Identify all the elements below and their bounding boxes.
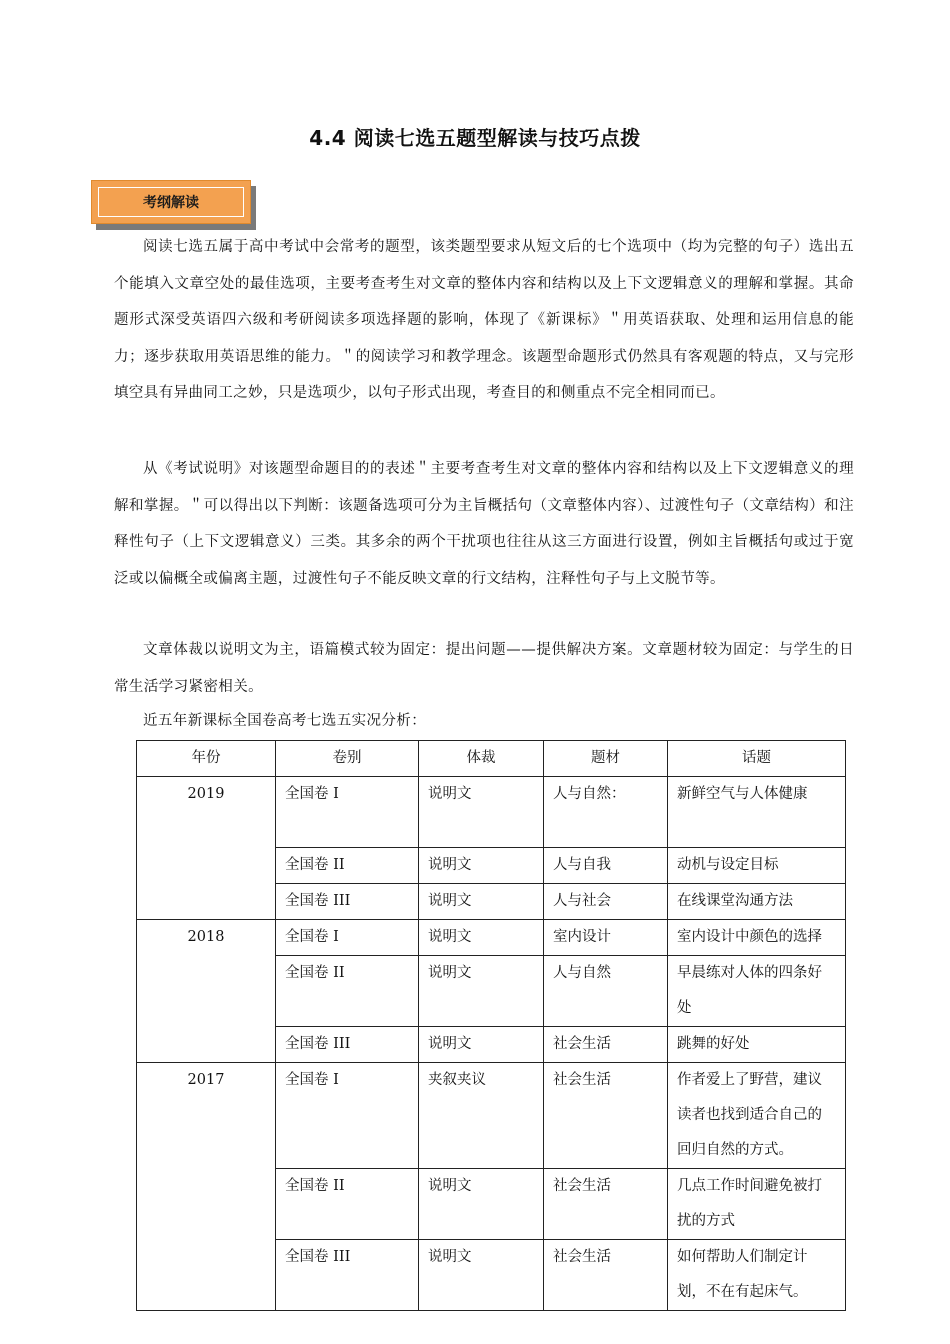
topic-cell: 室内设计中颜色的选择 [668,920,846,956]
paper-cell: 全国卷 I [276,920,419,956]
paragraph-exam-purpose: 从《考试说明》对该题型命题目的的表述＂主要考查考生对文章的整体内容和结构以及上下文逻辑意义的理解和掌握。＂可以得出以下判断：该题备选项可分为主旨概括句（文章整体内容）、过渡性句子（文章结构）和注释性句子（上下文逻辑意义）三类。其多余的两个干扰项也往往从这三方面进行设置，例如主旨概括句或过于宽泛或以偏概全或偏离主题，过渡性句子不能反映文章的行文结构，注释性句子与上文脱节等。 [114,461,854,587]
analysis-table [136,740,846,1311]
theme-cell: 社会生活 [544,1063,668,1169]
paragraph-intro: 阅读七选五属于高中考试中会常考的题型，该类题型要求从短文后的七个选项中（均为完整的句子）选出五个能填入文章空处的最佳选项，主要考查考生对文章的整体内容和结构以及上下文逻辑意义的理解和掌握。其命题形式深受英语四六级和考研阅读多项选择题的影响，体现了《新课标》＂用英语获取、处理和运用信息的能力；逐步获取用英语思维的能力。＂的阅读学习和教学理念。该题型命题形式仍然具有客观题的特点，又与完形填空具有异曲同工之妙，只是选项少，以句子形式出现，考查目的和侧重点不完全相同而已。 [114,239,854,401]
genre-cell: 说明文 [419,956,544,1027]
genre-cell: 说明文 [419,920,544,956]
topic-cell: 早晨练对人体的四条好处 [668,956,846,1027]
paper-cell: 全国卷 III [276,884,419,920]
theme-cell: 社会生活 [544,1169,668,1240]
table-row [137,1063,846,1169]
theme-cell: 社会生活 [544,1240,668,1311]
topic-cell: 新鲜空气与人体健康 [668,777,846,848]
paper-cell: 全国卷 III [276,1027,419,1063]
theme-cell: 社会生活 [544,1027,668,1063]
paper-cell: 全国卷 III [276,1240,419,1311]
page-title: 4.4 阅读七选五题型解读与技巧点拨 [309,126,641,150]
section-badge-label: 考纲解读 [143,195,199,211]
header-paper: 卷别 [276,741,419,777]
theme-cell: 人与社会 [544,884,668,920]
topic-cell: 几点工作时间避免被打扰的方式 [668,1169,846,1240]
genre-cell: 说明文 [419,1240,544,1311]
header-topic: 话题 [668,741,846,777]
paragraph-table-intro: 近五年新课标全国卷高考七选五实况分析： [143,713,427,729]
genre-cell: 说明文 [419,848,544,884]
genre-cell: 说明文 [419,884,544,920]
topic-cell: 动机与设定目标 [668,848,846,884]
theme-cell: 人与自我 [544,848,668,884]
table-row [137,777,846,848]
year-cell: 2017 [137,1063,276,1311]
topic-cell: 作者爱上了野营，建议读者也找到适合自己的回归自然的方式。 [668,1063,846,1169]
genre-cell: 夹叙夹议 [419,1063,544,1169]
year-cell: 2019 [137,777,276,920]
paper-cell: 全国卷 II [276,1169,419,1240]
theme-cell: 室内设计 [544,920,668,956]
header-theme: 题材 [544,741,668,777]
topic-cell: 在线课堂沟通方法 [668,884,846,920]
paper-cell: 全国卷 II [276,956,419,1027]
year-cell: 2018 [137,920,276,1063]
topic-cell: 如何帮助人们制定计划，不在有起床气。 [668,1240,846,1311]
genre-cell: 说明文 [419,1027,544,1063]
genre-cell: 说明文 [419,777,544,848]
genre-cell: 说明文 [419,1169,544,1240]
table-header-row [137,741,846,777]
paper-cell: 全国卷 I [276,1063,419,1169]
topic-cell: 跳舞的好处 [668,1027,846,1063]
header-year: 年份 [137,741,276,777]
paper-cell: 全国卷 I [276,777,419,848]
section-badge [91,180,251,224]
paragraph-genre: 文章体裁以说明文为主，语篇模式较为固定：提出问题——提供解决方案。文章题材较为固定：与学生的日常生活学习紧密相关。 [114,642,854,695]
theme-cell: 人与自然 [544,956,668,1027]
theme-cell: 人与自然： [544,777,668,848]
table-row [137,920,846,956]
header-genre: 体裁 [419,741,544,777]
paper-cell: 全国卷 II [276,848,419,884]
